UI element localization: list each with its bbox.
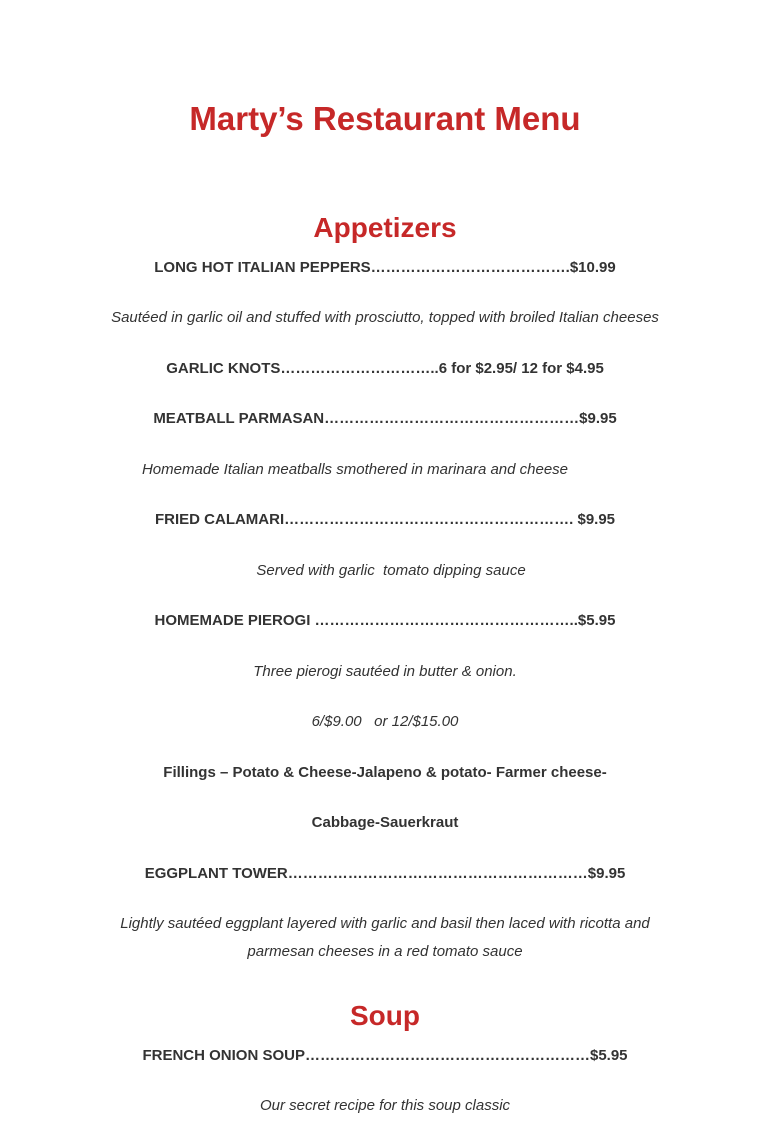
menu-item-eggplant-tower: EGGPLANT TOWER……………………………………………………$9.95 bbox=[144, 865, 626, 882]
menu-item-description: Served with garlic tomato dipping sauce bbox=[256, 562, 526, 579]
appetizers-heading: Appetizers bbox=[313, 212, 457, 243]
menu-item-description: Sautéed in garlic oil and stuffed with prosciutto, topped with broiled Italian cheeses bbox=[111, 309, 659, 326]
soup-heading: Soup bbox=[350, 1000, 420, 1031]
menu-item-garlic-knots: GARLIC KNOTS…………………………..6 for $2.95/ 12 for $4.95 bbox=[166, 360, 604, 377]
menu-item-description: Lightly sautéed eggplant layered with garlic and basil then laced with ricotta and bbox=[120, 915, 650, 932]
menu-item-homemade-pierogi: HOMEMADE PIEROGI ……………………………………………..$5.95 bbox=[154, 612, 616, 629]
menu-item-price-options: 6/$9.00 or 12/$15.00 bbox=[311, 713, 459, 730]
menu-item-french-onion-soup: FRENCH ONION SOUP…………………………………………………$5.95 bbox=[142, 1047, 628, 1064]
menu-item-description: Homemade Italian meatballs smothered in marinara and cheese bbox=[141, 461, 569, 478]
menu-item-meatball-parmasan: MEATBALL PARMASAN……………………………………………$9.95 bbox=[153, 410, 617, 427]
menu-item-description: Our secret recipe for this soup classic bbox=[259, 1097, 511, 1114]
menu-item-description: Three pierogi sautéed in butter & onion. bbox=[253, 663, 517, 680]
menu-item-fillings: Fillings – Potato & Cheese-Jalapeno & potato- Farmer cheese- bbox=[163, 764, 607, 781]
menu-item-description: parmesan cheeses in a red tomato sauce bbox=[247, 943, 523, 960]
menu-item-fried-calamari: FRIED CALAMARI…………………………………………………. $9.95 bbox=[154, 511, 616, 528]
menu-item-fillings: Cabbage-Sauerkraut bbox=[311, 814, 459, 831]
page-title: Marty’s Restaurant Menu bbox=[189, 100, 581, 137]
menu-item-long-hot-peppers: LONG HOT ITALIAN PEPPERS………………………………….$10.99 bbox=[154, 259, 616, 276]
